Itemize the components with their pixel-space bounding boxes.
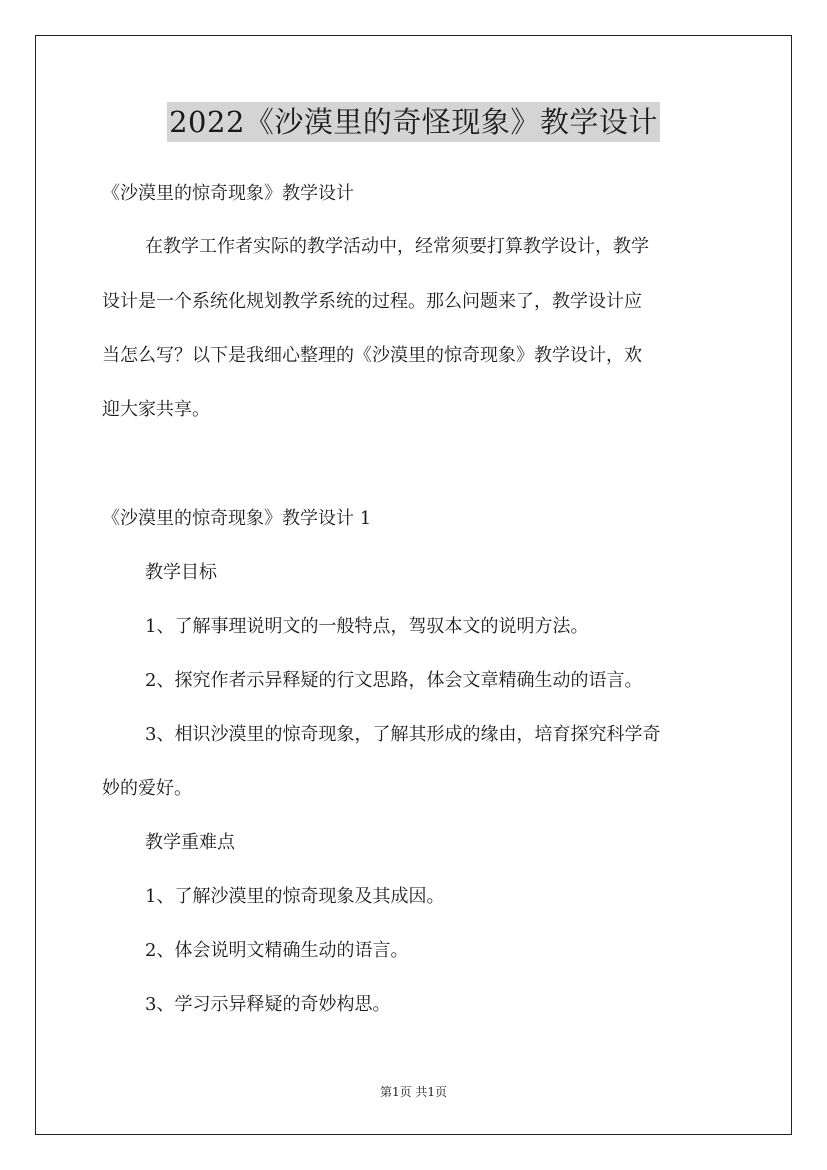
intro-line: 当怎么写？以下是我细心整理的《沙漠里的惊奇现象》教学设计，欢 <box>102 345 642 366</box>
intro-line: 迎大家共享。 <box>102 399 210 420</box>
document-title-container <box>0 102 827 142</box>
goal-item-continued: 妙的爱好。 <box>102 778 192 799</box>
goal-item: 1、了解事理说明文的一般特点，驾驭本文的说明方法。 <box>145 616 589 637</box>
intro-line: 设计是一个系统化规划教学系统的过程。那么问题来了，教学设计应 <box>102 291 642 312</box>
goals-heading: 教学目标 <box>145 562 217 583</box>
page-footer: 第1页 共1页 <box>379 1085 448 1099</box>
key-point-item: 1、了解沙漠里的惊奇现象及其成因。 <box>145 886 445 907</box>
key-point-item: 3、学习示异释疑的奇妙构思。 <box>145 994 391 1015</box>
key-point-item: 2、体会说明文精确生动的语言。 <box>145 940 409 961</box>
intro-line: 在教学工作者实际的教学活动中，经常须要打算教学设计，教学 <box>145 236 649 257</box>
goal-item: 2、探究作者示异释疑的行文思路，体会文章精确生动的语言。 <box>145 670 643 691</box>
document-subtitle: 《沙漠里的惊奇现象》教学设计 <box>102 183 354 204</box>
section-title: 《沙漠里的惊奇现象》教学设计 1 <box>102 508 372 529</box>
key-points-heading: 教学重难点 <box>145 832 235 853</box>
document-title: 2022《沙漠里的奇怪现象》教学设计 <box>167 102 660 142</box>
goal-item: 3、相识沙漠里的惊奇现象，了解其形成的缘由，培育探究科学奇 <box>145 724 661 745</box>
